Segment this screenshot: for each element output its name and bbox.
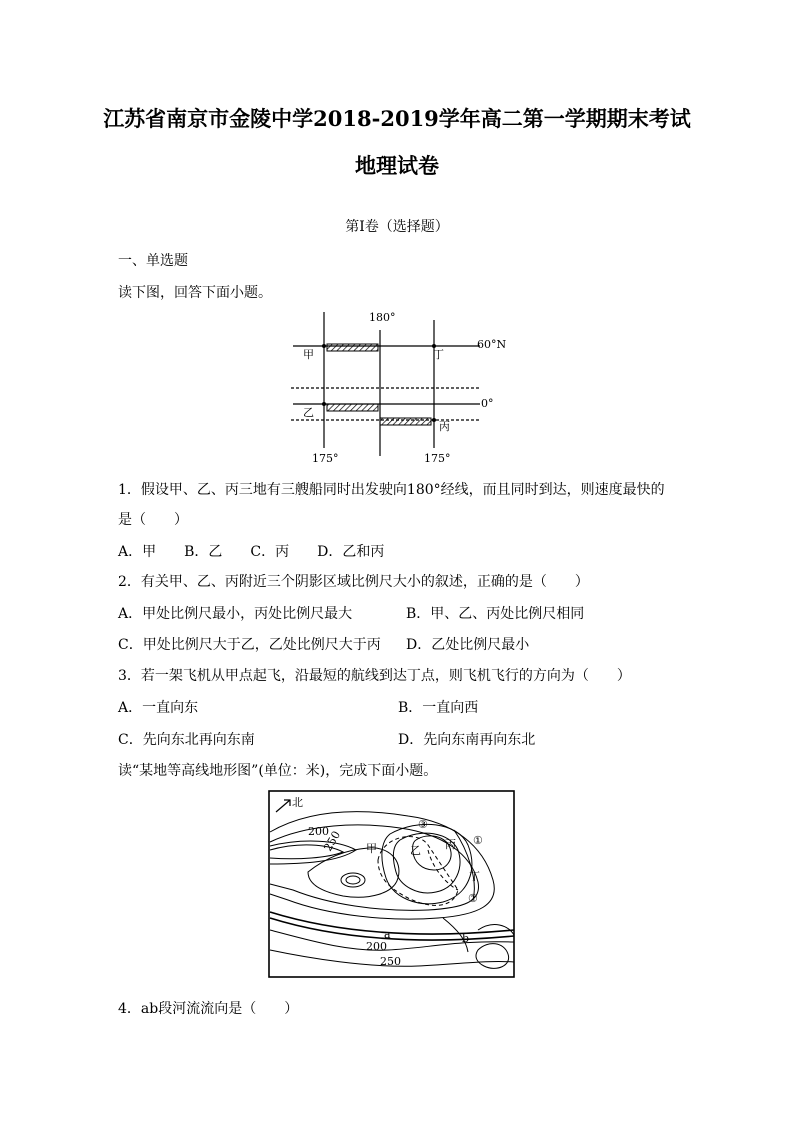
point-jia	[322, 344, 326, 348]
shaded-area-jia	[327, 344, 378, 351]
section-heading: 第I卷（选择题）	[345, 219, 449, 235]
q2-option-a: A．甲处比例尺最小，丙处比例尺最大	[118, 606, 353, 622]
q3-option-a: A．一直向东	[118, 700, 199, 716]
q4-stem: 4．ab段河流流向是（ ）	[118, 1001, 299, 1017]
label-ding: 丁	[433, 348, 444, 361]
label-ding2: 丁	[469, 870, 480, 883]
q1-stem: 1．假设甲、乙、丙三地有三艘船同时出发驶向180°经线，而且同时到达，则速度最快的	[118, 482, 665, 498]
part-heading: 一、单选题	[118, 253, 188, 269]
point-yi	[322, 402, 326, 406]
label-250-top: 250	[321, 828, 344, 854]
label-yi: 乙	[303, 406, 314, 419]
figure-graticule	[283, 308, 523, 468]
q2-option-c: C．甲处比例尺大于乙，乙处比例尺大于丙	[118, 637, 381, 653]
label-180: 180°	[369, 311, 396, 324]
label-200-bottom: 200	[366, 940, 387, 953]
label-200-top: 200	[308, 825, 329, 838]
label-bing: 丙	[439, 420, 450, 433]
exam-title: 江苏省南京市金陵中学2018-2019学年高二第一学期期末考试	[103, 106, 691, 131]
label-equator: 0°	[481, 397, 494, 410]
label-circle-1: ①	[473, 834, 483, 847]
q1-stem-cont: 是（ ）	[118, 512, 188, 528]
label-jia2: 甲	[366, 842, 377, 855]
q3-option-c: C．先向东北再向东南	[118, 732, 255, 748]
figure-contour-map	[268, 790, 516, 980]
label-175-left: 175°	[312, 452, 339, 465]
label-175-right: 175°	[424, 452, 451, 465]
label-60n: 60°N	[477, 338, 507, 351]
label-b: b	[462, 932, 470, 945]
q3-option-b: B．一直向西	[398, 700, 479, 716]
point-bing	[432, 418, 436, 422]
label-a: a	[384, 928, 391, 941]
q3-option-d: D．先向东南再向东北	[398, 732, 536, 748]
q2-option-b: B．甲、乙、丙处比例尺相同	[406, 606, 585, 622]
label-jia: 甲	[303, 348, 314, 361]
q3-stem: 3．若一架飞机从甲点起飞，沿最短的航线到达丁点，则飞机飞行的方向为（ ）	[118, 668, 631, 684]
shaded-area-bing	[380, 418, 431, 425]
q2-option-d: D．乙处比例尺最小	[406, 637, 530, 653]
label-circle-3: ③	[418, 818, 428, 831]
q1-options: A．甲 B．乙 C．丙 D．乙和丙	[118, 544, 385, 560]
label-250-bottom: 250	[380, 955, 401, 968]
q2-stem: 2．有关甲、乙、丙附近三个阴影区域比例尺大小的叙述，正确的是（ ）	[118, 574, 589, 590]
shaded-area-yi	[327, 404, 378, 411]
label-bing2: 丙	[445, 838, 456, 851]
intro-text-1: 读下图，回答下面小题。	[118, 285, 272, 301]
exam-subtitle: 地理试卷	[355, 153, 439, 178]
label-north: 北	[292, 796, 303, 809]
label-circle-2: ②	[468, 892, 478, 905]
intro-text-2: 读“某地等高线地形图”(单位：米)，完成下面小题。	[118, 763, 438, 779]
label-yi2: 乙	[410, 844, 421, 857]
